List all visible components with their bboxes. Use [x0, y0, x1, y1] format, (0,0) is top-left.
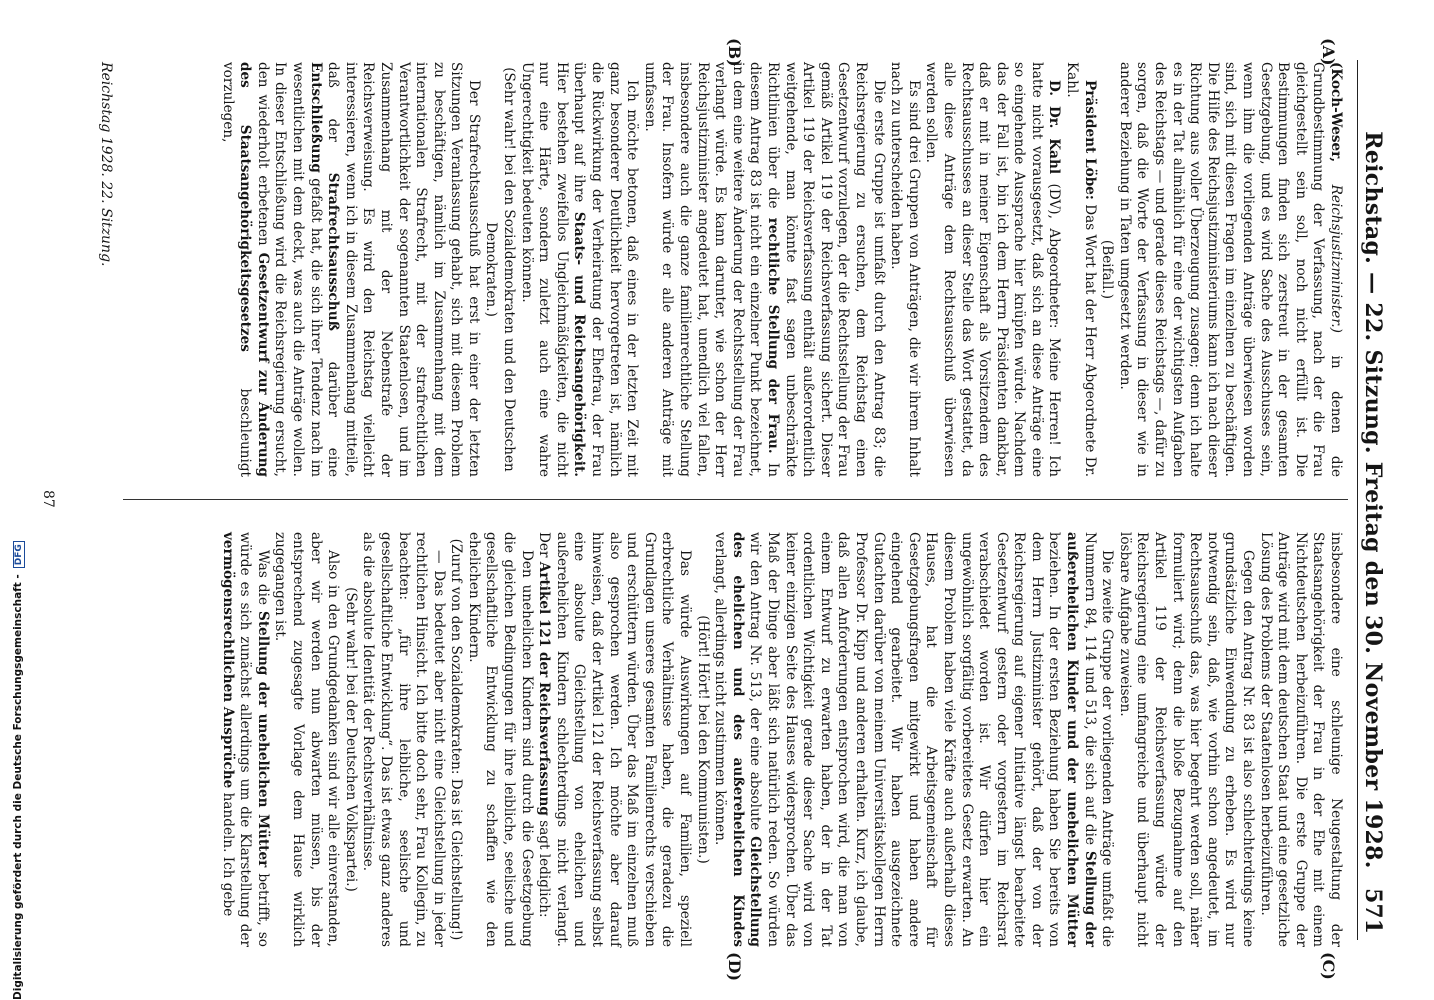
bold-term: Staats- und Reichsangehörigkeit.: [571, 211, 588, 477]
speaker-name: D. Dr. Kahl: [1046, 80, 1063, 174]
bold-term: vermögensrechtlichen Ansprüche: [219, 532, 236, 789]
paragraph-text: Was die: [254, 550, 271, 605]
bold-term: Artikel 121 der Reichsverfassung: [536, 561, 553, 816]
dfg-logo: DFG: [13, 541, 25, 568]
left-column: [218, 62, 1344, 477]
paragraph-text: handeln. Ich gebe: [219, 792, 236, 917]
paragraph-text: verlangt, allerdings nicht zustimmen können.: [712, 532, 729, 846]
speech-koch-weser: [1115, 62, 1344, 477]
paragraph: [535, 532, 693, 947]
paragraph-text: (DV), Abgeordneter: Meine Herren! Ich hatte nicht vorausgesetzt, daß sich an diese Anträge eine so eingehende Aussprache hier knüpfen würde. Nachdem das der Fall ist, bin ich dem Herrn Präsidenten dankbar, daß er mit in meiner Eigenschaft als Vorsitzendem des Rechtsausschusses an dieser Stelle das Wort gestattet, da alle diese Anträge dem Rechtsausschuß überwiesen werden sollen.: [923, 62, 1063, 478]
margin-letter-c: (C): [1319, 952, 1338, 980]
bold-term: rechtliche Stellung der Frau.: [765, 217, 781, 454]
interjection: (Sehr wahr! bei der Deutschen Volkspartei.): [342, 587, 359, 892]
paragraph-text: gefaßt hat, die sich ihrer Tendenz nach im wesentlichen mit dem deckt, was auch die Anträge wollen. In dieser Entschließung wird die Reichsregierung ersucht, den wiederholt erbetenen: [254, 62, 324, 478]
column-divider: [123, 499, 1348, 500]
paragraph: [218, 62, 482, 477]
paragraph: [218, 532, 271, 947]
paragraph: insbesondere eine schleunige Neugestaltung der Staatsangehörigkeit der Frau in der Ehe mit einem Nichtdeutschen herbeizuführen. Die erste Gruppe der Anträge wird mit dem deutschen Staat und eine gesetzliche Lösung des Problems der Staatenlosen herbeizuführen.: [1257, 532, 1344, 947]
margin-letter-b: (B): [725, 38, 744, 67]
page-number: 571: [1360, 888, 1386, 934]
margin-letter-d: (D): [725, 952, 744, 982]
paragraph-text: Das würde Auswirkungen auf Familien, speziell erbrechtliche Verhältnisse haben, die geradezu die Grundlagen unseres gesamten Familienrechts verschieben und erschüttern würden. Über das Maß im einzelnen muß also gesprochen werden. Ich möchte aber darauf hinweisen, daß der Artikel 121 der Reichsverfassung selbst eine absolute Gleichstellung von ehelichen und außerehelichen Kindern schlechterdings nicht verlangt. Der: [536, 532, 694, 947]
paragraph-text: Das Wort hat der Herr Abgeordnete Dr. Kahl.: [1064, 62, 1098, 478]
interjection-applause: (Beifall.): [1099, 239, 1116, 300]
paragraph-text: darüber eine: [325, 361, 342, 477]
paragraph-text: Die erste Gruppe ist umfaßt durch den Antrag 83; die Reichsregierung zu ersuchen, dem Reichstag einen Gesetzentwurf vorzulegen, der die Rechtsstellung der Frau gemäß Artikel 119 der Reichsverfassung sichert. Dieser Artikel 119 der Reichsverfassung enthält außerordentlich weitgehende, man könnte fast sagen unbeschränkte Richtlinien über die: [765, 62, 887, 477]
interjection: (Hört! Hört! bei den Kommunisten.): [694, 615, 711, 864]
folio-number: 87: [40, 490, 56, 508]
paragraph: [640, 62, 886, 477]
paragraph-text: beziehen. In der ersten Beziehung haben Sie bereits von dem Herrn Justizminister gehört, daß der von der Reichsregierung auf eigener Initiative längst bearbeitete Gesetzentwurf gestern oder vorgestern im Reichsrat verabschiedet worden ist. Wir dürfen hier ein ungewöhnlich sorgfältig vorbereitetes Gesetz erwarten. An diesem Problem haben viele Kräfte auch außerhalb dieses Hauses, hat die Arbeitsgemeinschaft für Gesetzgebungsfragen mitgewirkt und haben andere eingehend gearbeitet. Wir haben ausgezeichnete Gutachten darüber von meinem Universitätskollegen Herrn Professor Dr. Kipp und anderen erhalten. Kurz, ich glaube, daß allen Anforderungen entsprochen wird, die man von einem Entwurf zu erwarten haben, der in der Tat ordentlichen Wichtigkeit gerade dieser Sache wird von keiner einzigen Seite des Hauses widersprochen. Über das Maß der Dinge aber läßt sich natürlich reden. So würden wir den Antrag Nr. 513, der eine absolute: [747, 532, 1063, 947]
paragraph: [517, 62, 640, 477]
right-column: [218, 532, 1344, 947]
interjection: (Zuruf von den Sozialdemokraten: Das ist Gleichstellung!): [448, 538, 465, 941]
speech-president: [1063, 62, 1098, 477]
paragraph: Also in den Grundgedanken sind wir alle einverstanden, aber wir werden nun abwarten müssen, bis der entsprechend zugesagte Vorlage dem Hause wirklich zugegangen ist.: [272, 532, 342, 947]
paragraph: [711, 532, 1116, 947]
paragraph: — Das bedeutet aber nicht eine Gleichstellung in jeder rechtlichen Hinsicht. Ich bitte doch sehr, Frau Kollegin, zu beachten: „für ihre leibliche, seelische und gesellschaftliche Entwicklung“. Das ist etwas ganz anderes als die absolute Identität der Rechtsverhältnisse.: [360, 532, 447, 947]
paragraph: Gegen den Antrag Nr. 83 ist also schlechterdings keine grundsätzliche Einwendung zu erheben. Es wird nur notwendig sein, daß, wie vorhin schon angedeutet, im Rechtsausschuß das, was hier begehrt werden soll, näher formuliert wird; denn die bloße Bezugnahme auf den Artikel 119 der Reichsverfassung würde der Reichsregierung eine umfangreiche und überhaupt nicht lösbare Aufgabe zuweisen.: [1116, 532, 1257, 947]
paragraph-text: beschleunigt vorzulegen,: [219, 62, 254, 478]
bold-term: Entschließung: [307, 62, 324, 173]
bold-term: Stellung der unehelichen Mütter: [254, 611, 271, 868]
interjection: (Sehr wahr! bei den Sozialdemokraten und den Deutschen Demokraten.): [483, 67, 518, 472]
bold-term: Stellung der außerehelichen Kinder und der unehelichen Mütter: [1064, 532, 1098, 947]
speaker-name: (Koch-Weser,: [1328, 62, 1344, 163]
header-title: Reichstag. — 22. Sitzung. Freitag den 30. November 1928.: [1360, 131, 1386, 869]
bold-term: Gesetzentwurf zur Änderung des Staatsangehörigkeitsgesetzes: [237, 62, 271, 477]
paragraph-text: Hier bestehen zweifellos Ungleichmäßigkeiten, die nicht nur eine Härte, sondern zuletzt auch eine wahre Ungerechtigkeit bedeuten können.: [518, 62, 570, 477]
paragraph-text: In diesem Antrag 83 ist nicht ein einzelner Punkt bezeichnet, in dem eine weitere Änderung der Rechtsstellung der Frau verlangt würde. Es kann darunter, wie schon der Herr Reichsjustizminister angedeutet hat, unendlich viel fallen, insbesondere auch die ganze familienrechtliche Stellung der Frau. Insofern würde er alle anderen Anträge mit umfassen.: [641, 62, 781, 478]
speech-kahl: [922, 62, 1063, 477]
speaker-name: Präsident Löbe:: [1081, 80, 1098, 200]
page-header: [1357, 60, 1388, 940]
paragraph-text: sagt lediglich:: [536, 820, 553, 918]
paragraph-text: betrifft, so würde es sich zunächst allerdings um die Klarstellung der: [237, 532, 271, 947]
paragraph-text: Ich möchte betonen, daß eines in der letzten Zeit mit ganz besonderer Deutlichkeit hervorgetreten ist, nämlich die Rückwirkung der Verheiratung der Ehefrau, der Frau überhaupt auf ihre: [571, 62, 641, 477]
paragraph-text: Die zweite Gruppe der vorliegenden Anträge umfaßt die Nummern 84, 114 und 513, die sich auf die: [1081, 532, 1116, 947]
bold-term: Gleichstellung des ehelichen und des außerehelichen Kindes: [729, 532, 764, 947]
margin-letter-a: (A): [1319, 38, 1338, 66]
paragraph-text: in denen die Grundbestimmung der Verfassung, nach der die Frau gleichgestellt sein soll, noch nicht erfüllt ist. Die Bestimmungen finden sich zerstreut in der gesamten Gesetzgebung, und es wird Sache des Ausschusses sein, wenn ihm die vorliegenden Anträge überwiesen worden sind, sich mit diesen Fragen im einzelnen zu beschäftigen. Die Hilfe des Reichsjustizministeriums kann ich nach dieser Richtung aus voller Überzeugung zusagen; denn ich halte es in der Tat allmählich für eine der wichtigsten Aufgaben des Reichstags — und gerade dieses Reichstags —, dafür zu sorgen, daß die Worte der Verfassung in dieser wie in anderer Beziehung in Taten umgesetzt werden.: [1116, 62, 1344, 477]
page-footer: Reichstag 1928. 22. Sitzung.: [98, 62, 114, 267]
bold-term: Strafrechtsausschuß: [325, 172, 342, 331]
paragraph: Es sind drei Gruppen von Anträgen, die wir ihrem Inhalt nach zu unterscheiden haben.: [888, 62, 922, 477]
sidebar-credit-text: Digitalisierung gefördert durch die Deutsche Forschungsgemeinschaft -: [12, 574, 24, 1000]
paragraph-text: Der Strafrechtsausschuß hat erst in einer der letzten Sitzungen Veranlassung gehabt, sich mit diesem Problem zu beschäftigen, nämlich im Zusammenhang mit dem internationalen Strafrecht, mit der strafrechtlichen Verantwortlichkeit der sogenannten Staatenlosen, und im Zusammenhang mit der Nebenstrafe der Reichsverweisung. Es wird den Reichstag vielleicht interessieren, wenn ich in diesem Zusammenhang mitteile, daß der: [325, 62, 482, 477]
speaker-role: Reichsjustizminister.): [1328, 184, 1344, 333]
quotation: Den unehelichen Kindern sind durch die Gesetzgebung die gleichen Bedingungen für ihre leibliche, seelische und gesellschaftliche Entwicklung zu schaffen wie den ehelichen Kindern.: [465, 532, 535, 947]
